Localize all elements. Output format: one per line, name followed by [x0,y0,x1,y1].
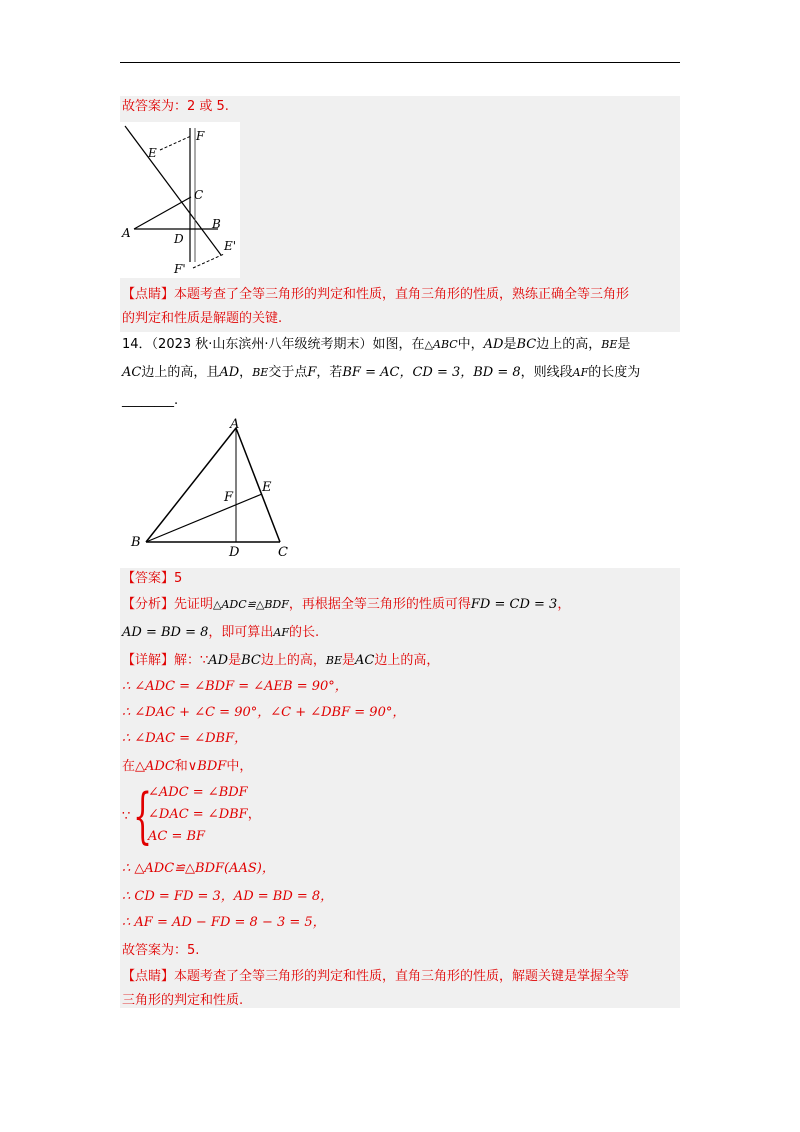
dashed-ef [160,136,191,150]
stem-text: 是 [617,337,631,352]
math-af: AF [273,626,289,639]
analysis-text: 的长. [288,625,320,640]
comment-tag: 【点睛】 [122,287,175,302]
label-f-prime: F' [174,262,186,276]
label-d: D [229,545,240,560]
math-be: BE [325,654,343,667]
figure-2-svg [128,414,298,560]
stem-text: 交于点 [268,365,308,380]
analysis-text: ， [557,597,571,612]
label-b: B [212,217,221,231]
analysis-text: ，再根据全等三角形的性质可得 [288,597,471,612]
analysis-tag: 【分析】 [122,597,175,612]
figure-1 [120,122,240,278]
previous-answer-line: 故答案为：2 或 5. [122,99,229,114]
answer-value: 5 [174,571,183,586]
step-text: 和 [174,759,188,774]
side-ac [236,428,280,542]
label-a: A [122,226,131,240]
step-text: ， [247,807,261,822]
label-f: F [196,129,205,143]
label-e: E [262,480,272,495]
label-c: C [278,545,288,560]
system-eq-1: ∠ADC = ∠BDF [148,785,248,800]
label-c: C [194,188,204,202]
step-text: 在 [122,759,136,774]
label-f: F [224,490,234,505]
previous-comment-line-2: 的判定和性质是解题的关键. [122,311,283,326]
stem-text: 如图，在 [372,337,425,352]
step-1: ∴ ∠ADC = ∠BDF = ∠AEB = 90°， [122,679,348,694]
label-a: A [230,417,240,432]
math-ac: AC [122,365,142,380]
math-bc: BC [241,653,261,668]
math-fd-cd: FD = CD = 3 [470,597,558,612]
analysis-line-2 [122,622,319,644]
math-ac: AC [355,653,375,668]
step-2: ∴ ∠DAC + ∠C = 90°，∠C + ∠DBF = 90°， [122,705,406,720]
figure-2 [128,414,298,560]
previous-comment-line-1 [122,284,629,306]
detail-line [122,650,439,672]
math-tri-bdf: ∨BDF [187,759,227,774]
step-6: ∴ CD = FD = 3，AD = BD = 8， [122,889,334,904]
math-congruence: △ADC≌△BDF [213,598,289,611]
math-f: F [307,365,317,380]
math-eq-2: ∠DAC = ∠DBF [148,807,248,822]
stem-text: 中， [457,337,484,352]
analysis-line-1 [122,594,570,616]
line-ee2 [125,126,221,255]
figure-1-svg [120,122,240,278]
detail-tag: 【详解】 [122,653,175,668]
stem-text: ，则线段 [520,365,573,380]
solution-comment-line-2: 三角形的判定和性质. [122,993,244,1008]
step-5: ∴ △ADC≌△BDF(AAS)， [122,861,275,876]
because-symbol: ∵ [122,809,131,824]
comment-text: 本题考查了全等三角形的判定和性质，直角三角形的性质，熟练正确全等三角形 [174,287,630,302]
question-number: 14． [122,337,152,352]
stem-text: 边上的高， [536,337,602,352]
detail-text: 是 [228,653,242,668]
question-source: （2023 秋·山东滨州·八年级统考期末） [151,337,373,352]
math-abc: △ABC [424,338,458,351]
answer-tag: 【答案】 [122,571,175,586]
answer-blank: ________. [122,393,179,408]
stem-text: ，若 [316,365,343,380]
solution-comment-line-1 [122,966,629,988]
step-text: 中， [226,759,253,774]
math-ad: AD [219,365,240,380]
detail-text: 是 [342,653,356,668]
label-e-prime: E' [224,239,237,253]
final-answer: 故答案为：5. [122,943,200,958]
math-bc: BC [516,337,537,352]
side-ab [146,428,236,542]
stem-text: ， [239,365,253,380]
label-d: D [174,232,184,246]
step-7: ∴ AF = AD − FD = 8 − 3 = 5， [122,915,326,930]
stem-text: 边上的高，且 [141,365,220,380]
dashed-e2f2 [193,254,224,268]
comment-tag: 【点睛】 [122,969,175,984]
math-be: BE [252,366,269,379]
q14-line-1 [122,334,630,356]
analysis-text: 先证明 [174,597,214,612]
step-4 [122,756,252,778]
header-rule [120,62,680,63]
stem-text: 的长度为 [588,365,641,380]
detail-text: 解：∵ [174,653,209,668]
analysis-text: ，即可算出 [208,625,274,640]
comment-text: 本题考查了全等三角形的判定和性质，直角三角形的性质，解题关键是掌握全等 [174,969,630,984]
system-eq-3: AC = BF [148,829,206,844]
math-ad: AD [483,337,504,352]
answer-line [122,568,182,590]
label-b: B [131,535,141,550]
math-condition: BF = AC，CD = 3，BD = 8 [342,365,521,380]
math-be: BE [601,338,618,351]
system-brace: { [133,781,153,851]
math-ad: AD [208,653,229,668]
q14-line-2 [122,362,640,384]
step-3: ∴ ∠DAC = ∠DBF， [122,731,248,746]
math-tri-adc: △ADC [135,759,175,774]
detail-text: 边上的高， [260,653,326,668]
math-af: AF [572,366,589,379]
stem-text: 是 [503,337,517,352]
label-e: E [148,146,157,160]
math-ad-bd: AD = BD = 8 [122,625,209,640]
altitude-be [146,494,262,542]
line-ac [134,197,191,229]
system-eq-2 [148,804,261,826]
detail-text: 边上的高， [374,653,440,668]
